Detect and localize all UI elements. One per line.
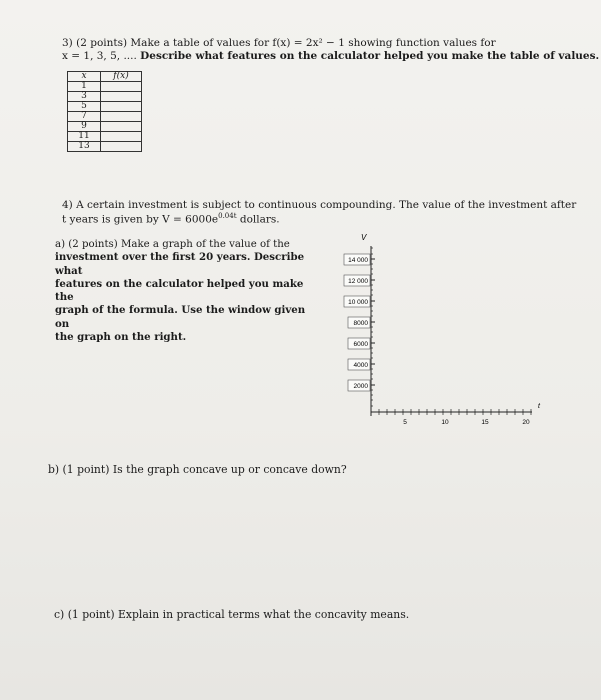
fx-cell[interactable]	[101, 132, 142, 142]
y-tick-label: 12 000	[348, 278, 368, 285]
table-row	[68, 142, 142, 152]
x-cell: 3	[68, 92, 101, 102]
table-row	[68, 102, 142, 112]
q4-formula-exponent: 0.04t	[218, 212, 237, 220]
y-tick-label: 2000	[353, 383, 368, 390]
q4b-prompt: b) (1 point) Is the graph concave up or concave down?	[48, 463, 347, 476]
table-header-fx: f(x)	[101, 72, 142, 82]
graph-axes-svg	[330, 228, 550, 438]
q3-bold-instruction: Describe what features on the calculator helped you make the table of values.	[140, 50, 600, 62]
x-cell: 13	[68, 142, 101, 152]
q4a-line: features on the calculator helped you make the	[55, 277, 304, 304]
table-row	[68, 122, 142, 132]
fx-cell[interactable]	[101, 112, 142, 122]
y-tick-group	[344, 254, 375, 391]
fx-cell[interactable]	[101, 82, 142, 92]
x-cell: 1	[68, 82, 101, 92]
x-tick-label: 10	[441, 419, 449, 426]
fx-cell[interactable]	[101, 102, 142, 112]
x-cell: 5	[68, 102, 101, 112]
q4a-line: investment over the first 20 years. Describe what	[55, 251, 305, 277]
q4-prompt-line1: 4) A certain investment is subject to continuous compounding. The value of the investment after	[62, 199, 577, 211]
x-cell: 11	[68, 132, 101, 142]
q4-formula-units: dollars.	[236, 213, 280, 226]
q4a-line: the graph on the right.	[55, 331, 187, 344]
table-header-x: x	[68, 72, 101, 82]
x-cell: 7	[68, 112, 101, 122]
table-row	[68, 112, 142, 122]
q4c-prompt: c) (1 point) Explain in practical terms what the concavity means.	[54, 608, 410, 621]
q3-x-values: x = 1, 3, 5, ....	[62, 50, 141, 62]
values-table	[67, 71, 142, 152]
table-row	[68, 82, 142, 92]
q4a-line: a) (2 points) Make a graph of the value of the	[55, 239, 290, 250]
x-tick-label: 20	[522, 419, 530, 426]
q3-prompt-line1: 3) (2 points) Make a table of values for f(x) = 2x² − 1 showing function values for	[62, 37, 496, 49]
q3-prompt-line2	[62, 50, 599, 62]
x-cell: 9	[68, 122, 101, 132]
y-tick-label: 4000	[353, 362, 368, 369]
t-axis-label: t	[538, 403, 540, 410]
q4a-prompt	[55, 238, 320, 344]
q4-formula: t years is given by V = 6000e	[62, 213, 219, 226]
x-tick-label: 5	[403, 419, 407, 426]
y-tick-label: 10 000	[348, 299, 368, 306]
fx-cell[interactable]	[101, 142, 142, 152]
y-tick-label: 8000	[353, 320, 368, 327]
table-row	[68, 132, 142, 142]
v-axis-label: V	[361, 233, 367, 242]
q4a-line: graph of the formula. Use the window given on	[55, 304, 306, 330]
q4-prompt-line2	[62, 212, 280, 226]
y-tick-label: 6000	[353, 341, 368, 348]
fx-cell[interactable]	[101, 92, 142, 102]
x-tick-label: 15	[481, 419, 489, 426]
table-row	[68, 92, 142, 102]
blank-graph[interactable]	[330, 228, 550, 438]
y-tick-label: 14 000	[348, 257, 368, 264]
fx-cell[interactable]	[101, 122, 142, 132]
